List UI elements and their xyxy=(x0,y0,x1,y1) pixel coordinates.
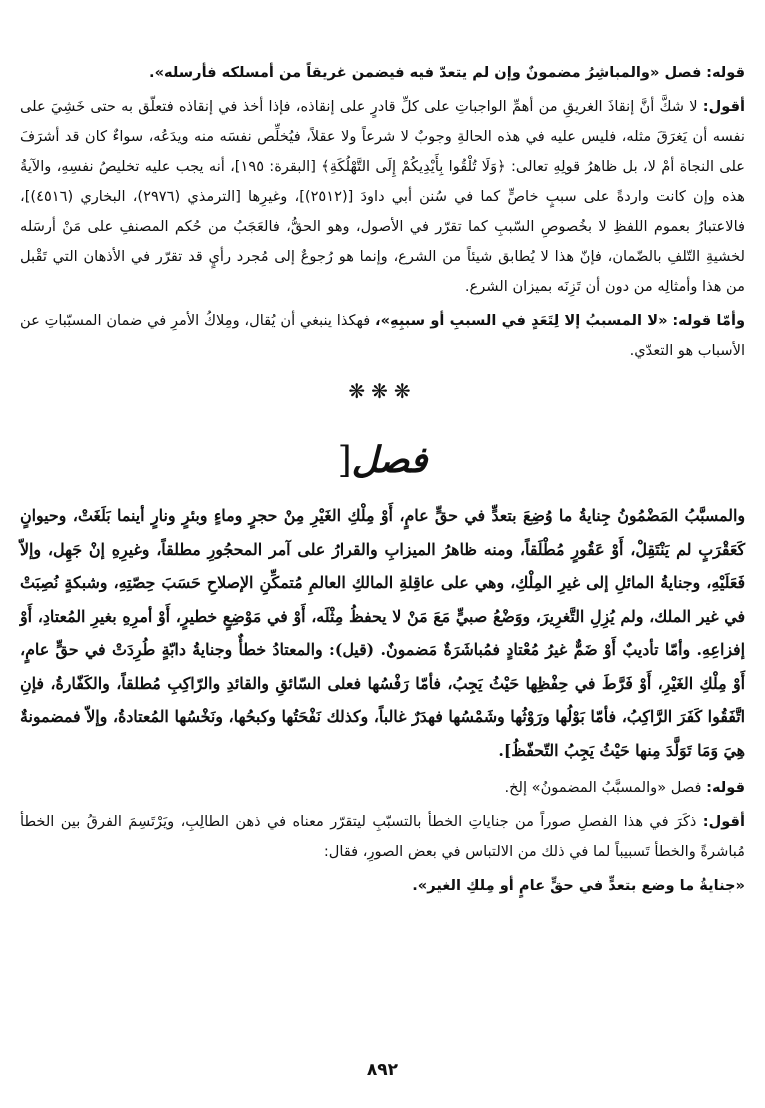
aqul-label-2: أقول: xyxy=(702,813,745,830)
amma-quote: «لا المسببُ إلا لِتَعَدٍ في السببِ أو سببِهِ»، xyxy=(375,312,668,329)
commentary-section-2 xyxy=(20,773,745,901)
matn-text: والمسبَّبُ المَضْمُونُ جِنايةُ ما وُضِعَ بتعدٍّ في حقٍّ عامٍ، أَوْ مِلْكِ الغَيْرِ مِنْ حجرٍ وماءٍ وبئرٍ ونارٍ أينما بَلَغَتْ، وحيوانٍ كَعَقْرَبٍ لم يَنْتَقِلْ، أَوْ عَقُورٍ مُطْلَقاً، ومنه ظاهرُ الميزابِ والقرارُ على آمر المحجُورِ مطلقاً، وغيرِهِ إنْ جَهِل، وإلاّ فَعَلَيْهِ، وجنايةُ المائلِ إلى غيرِ المِلْكِ، وهي على عاقِلةِ المالكِ العالمِ مُتمكِّنِ الإصلاحِ حَسَبَ حِصّتِهِ، وشبكةٍ نُصِبَتْ في غير الملك، ولم يُزِلِ التَّغرِيرَ، ووَضْعُ صبيٍّ مَعَ مَنْ لا يحفظُ مِثْلَه، أَوْ في مَوْضِعٍ خطيرٍ، أَوْ أمرِهِ بغيرِ المُعتادِ، أَوْ إفزاعِهِ. وأمّا تأديبٌ أَوْ ضَمٌّ غيرُ مُعْتادٍ فمُباشَرَةٌ مَضمونٌ. (قيل): والمعتادُ خطأٌ وجنايةُ دابّةٍ طُرِدَتْ في حقٍّ عامٍ، أَوْ مِلْكِ الغَيْرِ، أَوْ فَرَّطَ في حِفْظِها حَيْثُ يَجِبُ، فأمّا رَفْسُها فعلى السّائقِ والقائدِ والرّاكِبِ مُطلقاً، والكَفّارةُ، فإنِ اتَّفَقُوا كَفَرَ الرَّاكِبُ، فأمّا بَوْلُها ورَوْثُها وشَمْسُها فهدَرٌ غالباً، وكذلك نَفْحَتُها وكبحُها، ونَخْسُها المُعتادةُ، وإلاّ فمضمونةٌ هِيَ وَمَا تَوَلَّدَ مِنها حَيْثُ يَجِبُ التّحفّظُ]. xyxy=(20,506,745,760)
page-number: ٨٩٢ xyxy=(366,1060,399,1080)
quote-line xyxy=(20,871,745,901)
section-separator: ❋❋❋ xyxy=(348,379,417,403)
page-body xyxy=(20,58,745,905)
aqul-label: أقول: xyxy=(702,98,746,115)
qawluh-text: فصل «والمباشِرُ مضمونٌ وإن لم يتعدّ فيه فيضمن غريقاً من أمسلكه فأرسله». xyxy=(149,64,702,81)
aqul-paragraph xyxy=(20,92,745,302)
aqul-text: لا شكَّ أنَّ إنقاذَ الغريقِ من أهمِّ الواجباتِ على كلِّ قادرٍ على إنقاذه، فإذا أخذ في إنقاذه فتعلّق به حتى خَشِيَ على نفسه أن يَغرَقَ مثله، فليس عليه في هذه الحالةِ وجوبٌ لا شرعاً ولا عقلاً، فيُخلِّص نفسَه منه ويدَعُه، سواءٌ كان قد أشرَفَ على النجاة أمْ لا، بل ظاهرُ قولِهِ تعالى: ﴿وَلَا تُلْقُوا بِأَيْدِيكُمْ إِلَى التَّهْلُكَةِ﴾ [البقرة: ١٩٥]، أنه يجب عليه تخليصُ نفسِهِ، والآيةُ هذه وإن كانت واردةً على سببٍ خاصٍّ كما في سُنن أبي داودَ [(٢٥١٢)]، وغيرِها [الترمذي (٢٩٧٦)، البخاري (٤٥١٦)]، فالاعتبارُ بعموم اللفظِ لا بخُصوصِ السّببِ كما تقرّر في الأصول، وهو الحقُّ، فالعَجَبُ من حُكم المصنفِ على مَنْ أرسَله لخشيةِ التّلفِ بالضّمان، فإنّ هذا لا يُطابق شيئاً من الشرع، وإنما هو رُجوعٌ إلى مُجرد رأيٍ قد تقرّر في الأذهان التي تَقْبل من هذا وأمثالِه من دون أن تَزِنَه بميزان الشرع. xyxy=(20,98,745,295)
aqul-paragraph-2 xyxy=(20,807,745,867)
amma-paragraph xyxy=(20,306,745,366)
commentary-section-1 xyxy=(20,58,745,366)
qawluh-label-2: قوله: xyxy=(706,779,745,796)
qawluh-line xyxy=(20,58,745,88)
qawluh-line-2 xyxy=(20,773,745,803)
amma-label: وأمّا قوله: xyxy=(672,312,746,329)
quote-text: «جنايةُ ما وضع بتعدٍّ في حقٍّ عامٍ أو مِلكِ الغير». xyxy=(412,877,745,894)
chapter-heading xyxy=(20,436,745,485)
amma-text: فهكذا ينبغي أن يُقال، ومِلاكُ الأمرِ في ضمان المسبّباتِ عن الأسباب هو التعدّي. xyxy=(20,312,745,359)
qawluh-text-2: فصل «والمسبَّبُ المضمونُ» إلخ. xyxy=(504,779,702,796)
aqul-text-2: ذكَرَ في هذا الفصلِ صوراً من جناياتِ الخطأ بالتسبّبِ ليتقرّر معناه في ذهن الطالِبِ، ويَرْتَسِمَ الفرقُ بين الخطأ مُباشرةً والخطأ تَسبيباً لما في ذلك من الالتباس في بعض الصورِ، فقال: xyxy=(20,813,745,860)
qawluh-label: قوله: xyxy=(706,64,745,81)
heading-word: فصل xyxy=(351,439,428,481)
heading-bracket: [ xyxy=(337,440,352,481)
